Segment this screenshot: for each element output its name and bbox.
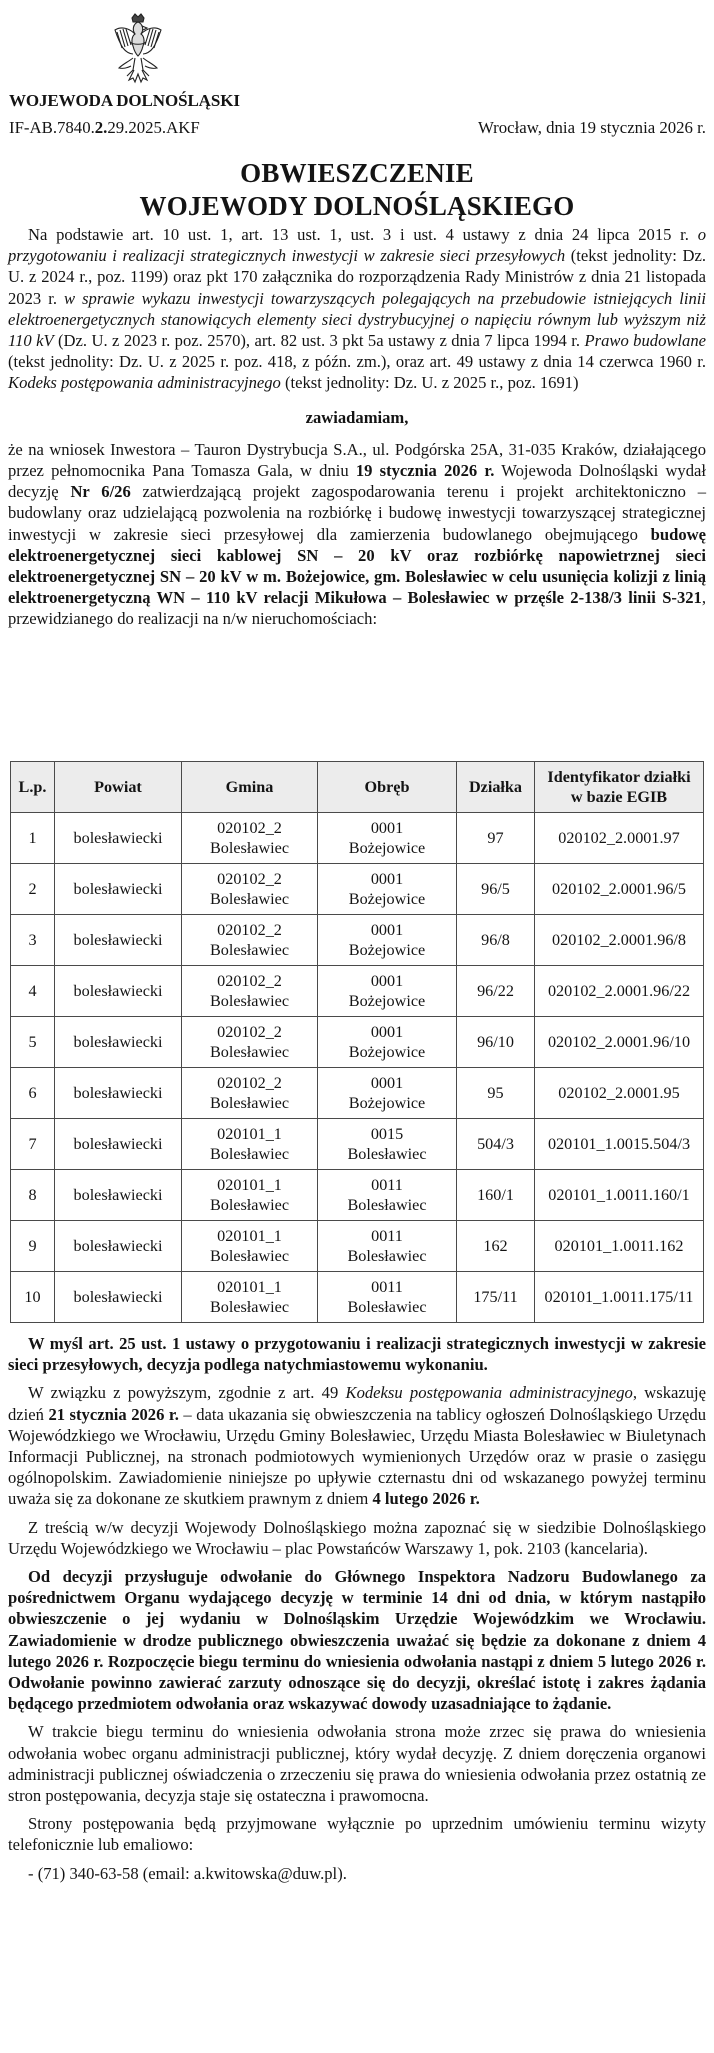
obreb-code: 0011 [371, 1278, 403, 1296]
header-powiat: Powiat [55, 762, 182, 813]
gmina-code: 020102_2 [217, 1023, 282, 1041]
decision-number: Nr 6/26 [70, 482, 131, 502]
act-title: Prawo budowlane [584, 331, 706, 351]
gmina-name: Bolesławiec [209, 1247, 290, 1265]
gmina-code: 020102_2 [217, 819, 282, 837]
cell-powiat: bolesławiecki [55, 864, 182, 915]
obreb-code: 0011 [371, 1176, 403, 1194]
text: Na podstawie art. 10 ust. 1, art. 13 ust. 1, ust. 3 i ust. 4 ustawy z dnia 24 lipca 2015 r. [28, 225, 698, 244]
gmina-name: Bolesławiec [209, 1094, 290, 1112]
obreb-name: Bożejowice [348, 839, 426, 857]
act-title: Kodeksu postępowania administracyjnego [345, 1383, 633, 1403]
cell-dzialka: 96/8 [457, 915, 535, 966]
cell-powiat: bolesławiecki [55, 1170, 182, 1221]
cell-gmina [182, 1017, 318, 1068]
obreb-name: Bolesławiec [347, 1247, 427, 1265]
text: zatwierdzającą projekt zagospodarowania terenu i projekt architektoniczno – budowlany oraz udzielającą pozwolenia na rozbiórkę i budowę inwestycji towarzyszącej strategicznej inwestycji w zakresie sieci przesyłowej dla zamierzenia budowlanego obejmującego [8, 482, 706, 544]
cell-powiat: bolesławiecki [55, 966, 182, 1017]
bullet-dash: - [28, 1863, 38, 1883]
obreb-code: 0001 [370, 870, 404, 888]
cell-obreb [318, 1272, 457, 1323]
text: (tekst jednolity: Dz. U. z 2025 r., poz. 1691) [280, 373, 579, 393]
decision-paragraph [8, 439, 706, 630]
cell-lp: 4 [11, 966, 55, 1017]
cell-obreb [318, 1170, 457, 1221]
gmina-name: Bolesławiec [209, 1196, 290, 1214]
parcels-table [10, 761, 704, 1323]
place-date: Wrocław, dnia 19 stycznia 2026 r. [478, 118, 706, 137]
text: , przewidzianego do realizacji na n/w nieruchomościach: [8, 588, 706, 629]
obreb-name: Bożejowice [348, 1094, 426, 1112]
cell-obreb [318, 1119, 457, 1170]
cell-obreb [318, 1068, 457, 1119]
gmina-code: 020102_2 [217, 972, 282, 990]
contact-line [8, 1863, 706, 1884]
obreb-code: 0001 [370, 972, 404, 990]
publication-paragraph [8, 1382, 706, 1509]
text: (tekst jednolity: Dz. U. z 2025 r. poz. 418, z późn. zm.), oraz art. 49 ustawy z dnia 14 czerwca 1960 r. [8, 352, 706, 372]
cell-egib-id: 020101_1.0011.175/11 [535, 1272, 704, 1323]
obreb-code: 0001 [370, 1074, 404, 1092]
gmina-name: Bolesławiec [209, 941, 290, 959]
cell-powiat: bolesławiecki [55, 1068, 182, 1119]
table-row [11, 1068, 704, 1119]
text: Wojewoda Dolnośląski wydał decyzję [8, 461, 706, 502]
cell-egib-id: 020102_2.0001.96/8 [535, 915, 704, 966]
cell-lp: 6 [11, 1068, 55, 1119]
obreb-code: 0001 [370, 819, 404, 837]
gmina-name: Bolesławiec [209, 1145, 290, 1163]
cell-dzialka: 504/3 [457, 1119, 535, 1170]
cell-gmina [182, 813, 318, 864]
header-dzialka: Działka [457, 762, 535, 813]
notice-word: zawiadamiam, [305, 407, 409, 427]
cell-powiat: bolesławiecki [55, 813, 182, 864]
text: (email: [138, 1863, 194, 1883]
cell-dzialka: 162 [457, 1221, 535, 1272]
text: (Dz. U. z 2023 r. poz. 2570), art. 82 ust. 3 pkt 5a ustawy z dnia 7 lipca 1994 r. [53, 331, 585, 351]
table-row [11, 1119, 704, 1170]
cell-gmina [182, 1068, 318, 1119]
cell-egib-id: 020102_2.0001.96/5 [535, 864, 704, 915]
table-header-row [11, 762, 704, 813]
case-number [9, 117, 200, 138]
cell-lp: 1 [11, 813, 55, 864]
header-lp: L.p. [11, 762, 55, 813]
phone-number[interactable]: (71) 340-63-58 [37, 1863, 139, 1883]
text: ). [337, 1863, 347, 1883]
header-egib-id [535, 762, 704, 813]
text: (tekst jednolity: Dz. U. z 2024 r., poz. 1199) oraz pkt 170 załącznika do rozporządzenia Rady Ministrów z dnia 21 listopada 2023 r. [8, 246, 706, 308]
text: W związku z powyższym, zgodnie z art. 49 [28, 1383, 346, 1403]
cell-powiat: bolesławiecki [55, 1119, 182, 1170]
table-row [11, 966, 704, 1017]
cell-lp: 10 [11, 1272, 55, 1323]
polish-eagle-emblem-icon [108, 12, 168, 88]
cell-egib-id: 020102_2.0001.97 [535, 813, 704, 864]
cell-gmina [182, 1119, 318, 1170]
notice-title [0, 157, 714, 223]
cell-egib-id: 020101_1.0011.160/1 [535, 1170, 704, 1221]
cell-egib-id: 020102_2.0001.95 [535, 1068, 704, 1119]
gmina-name: Bolesławiec [209, 1298, 290, 1316]
cell-gmina [182, 915, 318, 966]
cell-egib-id: 020102_2.0001.96/22 [535, 966, 704, 1017]
cell-lp: 5 [11, 1017, 55, 1068]
gmina-code: 020101_1 [217, 1278, 282, 1296]
cell-gmina [182, 1272, 318, 1323]
gmina-name: Bolesławiec [209, 890, 290, 908]
email-link[interactable]: a.kwitowska@duw.pl [193, 1863, 338, 1883]
appointments-paragraph: Strony postępowania będą przyjmowane wyłącznie po uprzednim umówieniu terminu wizyty telefonicznie lub emaliowo: [8, 1814, 706, 1855]
gmina-name: Bolesławiec [209, 992, 290, 1010]
cell-gmina [182, 1170, 318, 1221]
cell-gmina [182, 864, 318, 915]
cell-lp: 8 [11, 1170, 55, 1221]
inspection-paragraph: Z treścią w/w decyzji Wojewody Dolnośląskiego można zapoznać się w siedzibie Dolnośląskiego Urzędu Wojewódzkiego we Wrocławiu – plac Powstańców Warszawy 1, pok. 2103 (kancelaria). [8, 1517, 706, 1558]
cell-dzialka: 175/11 [457, 1272, 535, 1323]
legal-basis-paragraph [8, 224, 706, 394]
case-number-suffix: 29.2025.AKF [107, 118, 200, 137]
table-row [11, 915, 704, 966]
gmina-code: 020102_2 [217, 1074, 282, 1092]
obreb-code: 0011 [371, 1227, 403, 1245]
office-name: WOJEWODA DOLNOŚLĄSKI [9, 91, 240, 110]
cell-gmina [182, 1221, 318, 1272]
text: – data ukazania się obwieszczenia na tablicy ogłoszeń Dolnośląskiego Urzędu Wojewódzkiego we Wrocławiu, Urzędu Gminy Bolesławiec, Urzędu Miasta Bolesławiec w Biuletynach Informacji Publicznej, na stronach podmiotowych wymienionych Urzędów oraz w prasie o zasięgu ogólnopolskim. Zawiadomienie niniejsze po upływie czternastu dni od wskazanego powyżej terminu uważa się za dokonane ze skutkiem prawnym z dniem [8, 1404, 706, 1509]
obreb-code: 0001 [370, 1023, 404, 1041]
title-line-1: OBWIESZCZENIE [240, 158, 474, 188]
obreb-name: Bożejowice [348, 890, 426, 908]
obreb-name: Bożejowice [348, 941, 426, 959]
table-row [11, 1170, 704, 1221]
gmina-code: 020101_1 [217, 1227, 282, 1245]
case-number-bold-part: 2. [94, 118, 108, 137]
reference-line [9, 117, 706, 138]
cell-lp: 2 [11, 864, 55, 915]
table-row [11, 864, 704, 915]
cell-obreb [318, 813, 457, 864]
cell-obreb [318, 966, 457, 1017]
obreb-name: Bolesławiec [347, 1196, 427, 1214]
decision-date: 19 stycznia 2026 r. [355, 461, 495, 481]
table-row [11, 813, 704, 864]
act-title: Kodeks postępowania administracyjnego [8, 373, 281, 393]
gmina-name: Bolesławiec [209, 839, 290, 857]
cell-gmina [182, 966, 318, 1017]
gmina-code: 020101_1 [217, 1176, 282, 1194]
table-row [11, 1017, 704, 1068]
obreb-name: Bożejowice [348, 1043, 426, 1061]
investment-scope: budowę elektroenergetycznej sieci kablowej SN – 20 kV oraz rozbiórkę napowietrznej sieci elektroenergetycznej SN – 20 kV w m. Bożejowice, gm. Bolesławiec w celu usunięcia kolizji z linią elektroenergetyczną WN – 110 kV relacji Mikułowa – Bolesławiec w przęśle 2-138/3 linii S-321 [8, 524, 706, 608]
cell-dzialka: 96/10 [457, 1017, 535, 1068]
notice-body-lower [8, 1333, 706, 1884]
header-gmina: Gmina [182, 762, 318, 813]
effective-date: 4 lutego 2026 r. [372, 1489, 480, 1509]
gmina-code: 020102_2 [217, 921, 282, 939]
cell-powiat: bolesławiecki [55, 1017, 182, 1068]
cell-obreb [318, 915, 457, 966]
title-line-2: WOJEWODY DOLNOŚLĄSKIEGO [139, 191, 575, 221]
cell-dzialka: 160/1 [457, 1170, 535, 1221]
gmina-code: 020101_1 [217, 1125, 282, 1143]
cell-powiat: bolesławiecki [55, 915, 182, 966]
notice-body-upper [8, 224, 706, 630]
gmina-name: Bolesławiec [209, 1043, 290, 1061]
publication-date: 21 stycznia 2026 r. [48, 1404, 179, 1424]
text: że na wniosek Inwestora – Tauron Dystrybucja S.A., ul. Podgórska 25A, 31-035 Kraków, działającego przez pełnomocnika Pana Tomasza Gala, w dniu [8, 439, 706, 481]
cell-obreb [318, 1017, 457, 1068]
cell-dzialka: 97 [457, 813, 535, 864]
obreb-name: Bożejowice [348, 992, 426, 1010]
appeal-paragraph: Od decyzji przysługuje odwołanie do Głównego Inspektora Nadzoru Budowlanego za pośrednictwem Organu wydającego decyzję w terminie 14 dni od dnia, w którym nastąpiło obwieszczenie o jej wydaniu w Dolnośląskim Urzędzie Wojewódzkim we Wrocławiu. Zawiadomienie w drodze publicznego obwieszczenia uważać się będzie za dokonane z dniem 4 lutego 2026 r. Rozpoczęcie biegu terminu do wniesienia odwołania nastąpi z dniem 5 lutego 2026 r. Odwołanie powinno zawierać zarzuty odnoszące się do decyzji, określać istotę i zakres żądania będącego przedmiotem odwołania oraz wskazywać dowody uzasadniające to żądanie. [8, 1567, 706, 1714]
act-title: o przygotowaniu i realizacji strategicznych inwestycji w zakresie sieci przesyłowych [8, 225, 706, 266]
gmina-code: 020102_2 [217, 870, 282, 888]
obreb-name: Bolesławiec [347, 1145, 427, 1163]
header-obreb: Obręb [318, 762, 457, 813]
obreb-code: 0001 [370, 921, 404, 939]
text: , wskazuję dzień [8, 1383, 706, 1424]
table-row [11, 1272, 704, 1323]
table-row [11, 1221, 704, 1272]
cell-obreb [318, 864, 457, 915]
cell-egib-id: 020101_1.0011.162 [535, 1221, 704, 1272]
case-number-prefix: IF-AB.7840. [9, 118, 95, 137]
cell-obreb [318, 1221, 457, 1272]
header-line: w bazie EGIB [570, 788, 668, 806]
cell-lp: 9 [11, 1221, 55, 1272]
cell-egib-id: 020102_2.0001.96/10 [535, 1017, 704, 1068]
cell-powiat: bolesławiecki [55, 1272, 182, 1323]
cell-dzialka: 95 [457, 1068, 535, 1119]
cell-powiat: bolesławiecki [55, 1221, 182, 1272]
cell-dzialka: 96/5 [457, 864, 535, 915]
obreb-code: 0015 [370, 1125, 404, 1143]
cell-lp: 7 [11, 1119, 55, 1170]
regulation-title: w sprawie wykazu inwestycji towarzyszących polegających na przebudowie istniejących linii elektroenergetycznych stanowiących elementy sieci dystrybucyjnej o napięciu równym lub wyższym niż 110 kV [8, 288, 706, 351]
table-body [11, 813, 704, 1323]
header-line: Identyfikator działki [547, 768, 691, 786]
cell-dzialka: 96/22 [457, 966, 535, 1017]
obreb-name: Bolesławiec [347, 1298, 427, 1316]
cell-lp: 3 [11, 915, 55, 966]
cell-egib-id: 020101_1.0015.504/3 [535, 1119, 704, 1170]
immediate-execution-paragraph: W myśl art. 25 ust. 1 ustawy o przygotowaniu i realizacji strategicznych inwestycji w zakresie sieci przesyłowych, decyzja podlega natychmiastowemu wykonaniu. [8, 1334, 706, 1375]
waiver-paragraph: W trakcie biegu terminu do wniesienia odwołania strona może zrzec się prawa do wniesienia odwołania wobec organu administracji publicznej, który wydał decyzję. Z dniem doręczenia organowi administracji publicznej oświadczenia o zrzeczeniu się prawa do wniesienia odwołania przez ostatnią ze stron postępowania, decyzja staje się ostateczna i prawomocna. [8, 1722, 706, 1806]
